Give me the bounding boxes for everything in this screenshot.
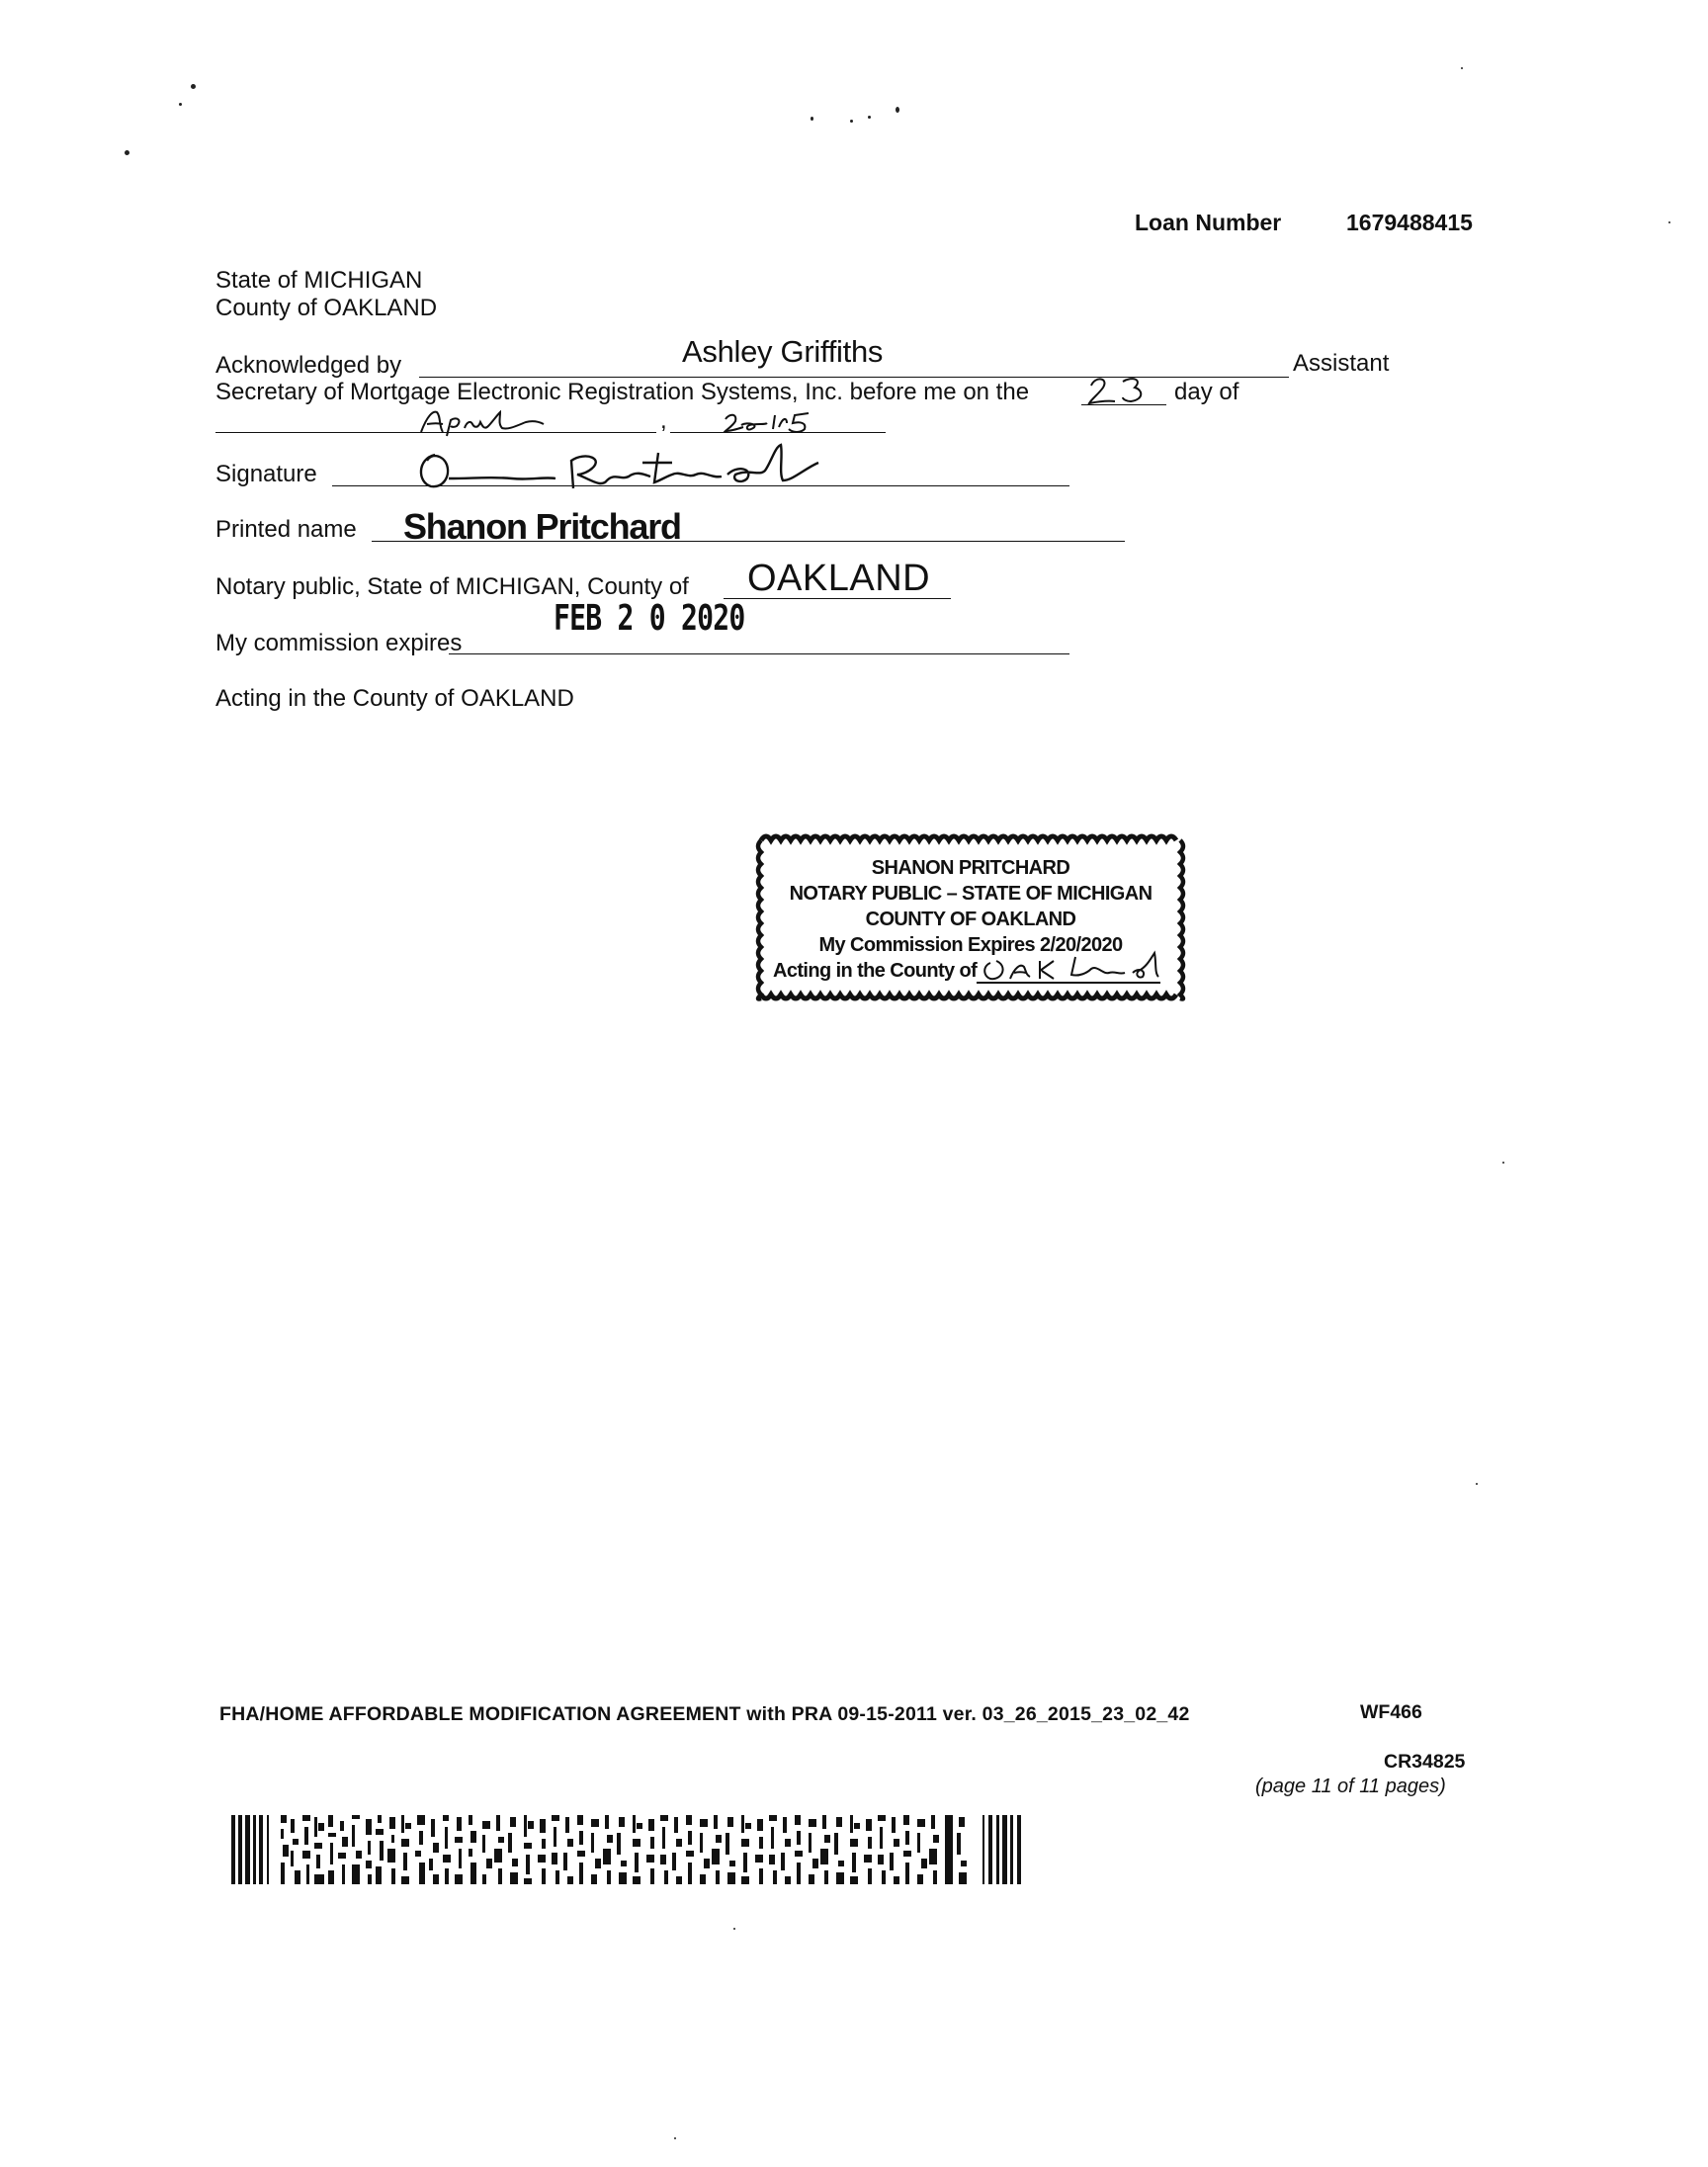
- signature-label: Signature: [215, 461, 317, 487]
- scan-speck: [896, 107, 899, 113]
- scan-speck: [733, 1928, 735, 1930]
- day-of-label: day of: [1174, 379, 1239, 405]
- date-comma: ,: [660, 407, 667, 434]
- state-line: State of MICHIGAN: [215, 267, 423, 294]
- acting-county-text: Acting in the County of OAKLAND: [215, 685, 574, 712]
- footer-form-title: FHA/HOME AFFORDABLE MODIFICATION AGREEMENT with PRA 09-15-2011 ver. 03_26_2015_23_02_42: [219, 1703, 1190, 1725]
- footer-form-code: WF466: [1360, 1701, 1422, 1723]
- county-value: OAKLAND: [747, 558, 931, 599]
- scan-speck: [674, 2137, 676, 2139]
- printed-name-value: Shanon Pritchard: [403, 506, 681, 547]
- stamp-line-acting-label: Acting in the County of: [773, 960, 978, 982]
- notary-stamp: [753, 830, 1188, 1004]
- scan-speck: [1476, 1483, 1478, 1485]
- loan-number-value: 1679488415: [1346, 210, 1473, 235]
- handwritten-day: [1085, 374, 1154, 407]
- footer-doc-code: CR34825: [1384, 1751, 1466, 1773]
- scan-speck: [179, 103, 182, 106]
- notary-public-label: Notary public, State of MICHIGAN, County of: [215, 573, 689, 600]
- handwritten-month: [417, 408, 548, 438]
- footer-page-info: (page 11 of 11 pages): [1255, 1776, 1446, 1797]
- stamp-handwritten-county: [981, 949, 1168, 985]
- printed-name-label: Printed name: [215, 516, 357, 543]
- stamp-line-title: NOTARY PUBLIC – STATE OF MICHIGAN: [789, 883, 1153, 905]
- acknowledged-name: Ashley Griffiths: [682, 334, 884, 369]
- notary-signature: [413, 441, 828, 496]
- stamp-line-county: COUNTY OF OAKLAND: [865, 909, 1076, 930]
- barcode: [231, 1815, 1028, 1884]
- county-line: County of OAKLAND: [215, 295, 438, 321]
- acknowledged-by-label: Acknowledged by: [215, 352, 402, 379]
- stamp-line-name: SHANON PRITCHARD: [871, 857, 1070, 879]
- handwritten-year: [722, 407, 838, 437]
- commission-expires-value: FEB 2 0 2020: [554, 598, 745, 639]
- scan-speck: [125, 150, 129, 155]
- scan-speck: [191, 84, 196, 89]
- scan-speck: [850, 120, 853, 123]
- acknowledged-by-underline: [419, 377, 1289, 378]
- scan-speck: [811, 117, 813, 121]
- secretary-text: Secretary of Mortgage Electronic Registration Systems, Inc. before me on the: [215, 379, 1030, 405]
- scan-speck: [1668, 221, 1670, 223]
- loan-number-label: Loan Number: [1135, 210, 1282, 235]
- assistant-word: Assistant: [1293, 350, 1390, 377]
- commission-expires-label: My commission expires: [215, 630, 463, 656]
- scan-speck: [1461, 67, 1463, 69]
- scan-speck: [868, 116, 871, 119]
- stamp-line-expiry: My Commission Expires 2/20/2020: [818, 934, 1123, 956]
- scan-speck: [1502, 1162, 1504, 1164]
- commission-underline: [449, 653, 1069, 654]
